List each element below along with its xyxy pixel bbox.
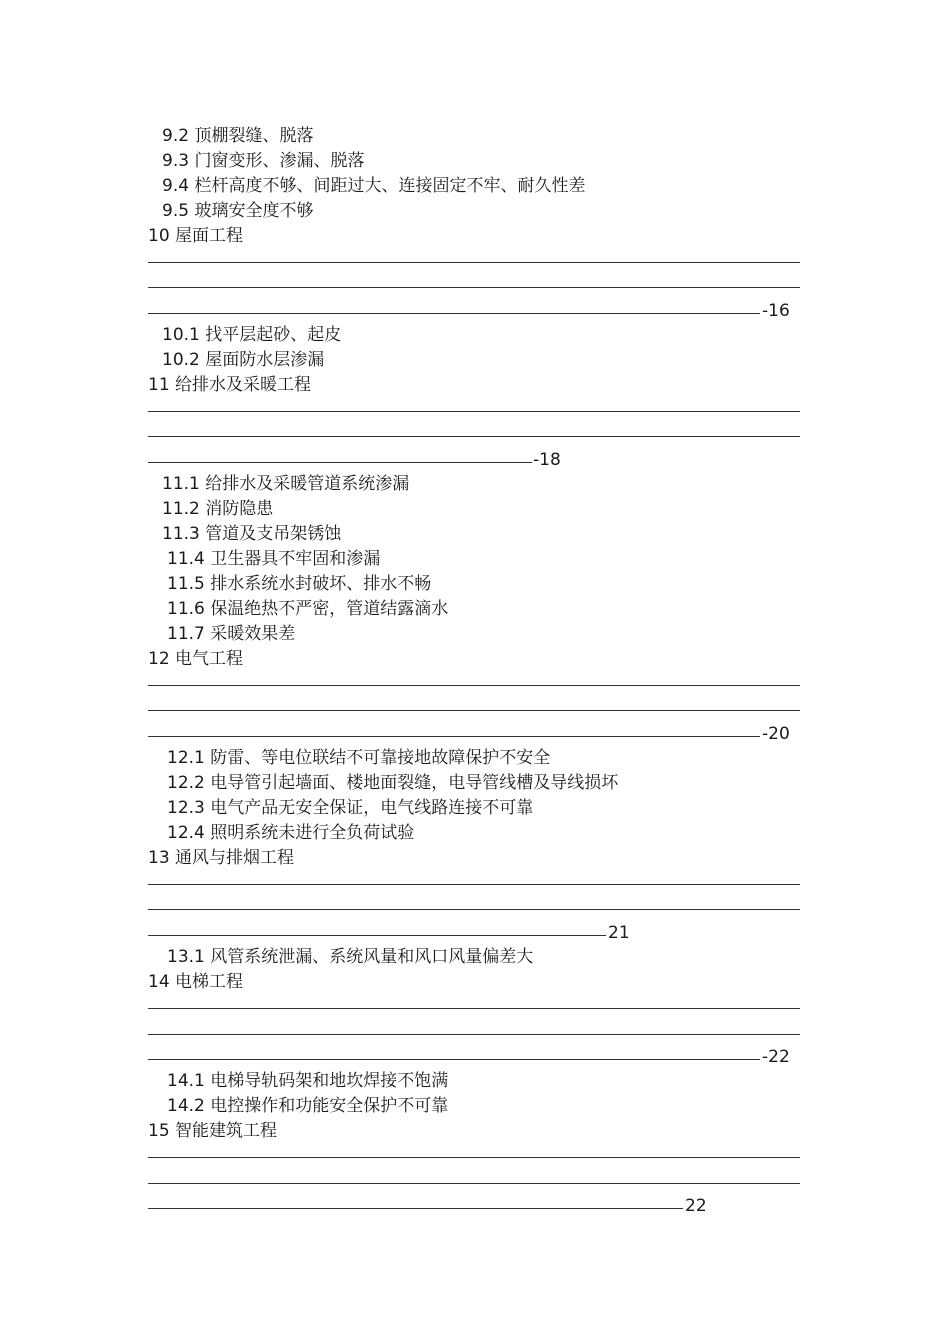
toc-entry-title: 管道及支吊架锈蚀 (205, 524, 342, 544)
toc-entry-title: 防雷、等电位联结不可靠接地故障保护不安全 (210, 748, 551, 768)
leader-line (148, 313, 760, 314)
toc-entry-number: 14.1 (167, 1071, 205, 1091)
toc-entry (162, 199, 313, 224)
toc-section (148, 224, 243, 249)
toc-entry (167, 796, 533, 821)
toc-entry-title: 电控操作和功能安全保护不可靠 (210, 1096, 449, 1116)
toc-entry-title: 卫生器具不牢固和渗漏 (210, 549, 381, 569)
toc-entry-title: 风管系统泄漏、系统风量和风口风量偏差大 (210, 947, 534, 967)
leader-line (148, 909, 800, 910)
toc-entry (162, 174, 585, 199)
toc-entry-number: 12.4 (167, 823, 205, 843)
toc-entry (162, 497, 273, 522)
toc-entry-number: 11.3 (162, 524, 200, 544)
leader-line (148, 287, 800, 288)
toc-entry-title: 照明系统未进行全负荷试验 (210, 823, 415, 843)
page-number: -16 (762, 301, 790, 321)
toc-entry (167, 597, 448, 622)
toc-entry (167, 1069, 448, 1094)
page-number: -22 (762, 1047, 790, 1067)
toc-entry-title: 电梯导轨码架和地坎焊接不饱满 (210, 1071, 449, 1091)
leader-line (148, 1034, 800, 1035)
toc-entry (162, 323, 341, 348)
leader-line (148, 1059, 760, 1060)
toc-entry-number: 11.4 (167, 549, 205, 569)
toc-entry-number: 10.1 (162, 325, 200, 345)
toc-entry-title: 电气产品无安全保证，电气线路连接不可靠 (210, 798, 534, 818)
toc-section (148, 1119, 277, 1144)
toc-section-title: 通风与排烟工程 (175, 848, 295, 868)
toc-entry (162, 149, 364, 174)
toc-entry-title: 采暖效果差 (210, 624, 296, 644)
toc-entry-number: 11.1 (162, 474, 200, 494)
leader-line (148, 436, 800, 437)
toc-section-title: 智能建筑工程 (175, 1121, 278, 1141)
toc-section-title: 电气工程 (175, 649, 244, 669)
toc-entry-number: 11.5 (167, 574, 205, 594)
toc-entry-title: 给排水及采暖管道系统渗漏 (205, 474, 410, 494)
toc-entry (167, 1094, 448, 1119)
toc-entry-title: 屋面防水层渗漏 (205, 350, 325, 370)
leader-line (148, 710, 800, 711)
toc-entry-title: 电导管引起墙面、楼地面裂缝，电导管线槽及导线损坏 (210, 773, 619, 793)
toc-entry-number: 13.1 (167, 947, 205, 967)
toc-entry-number: 12.2 (167, 773, 205, 793)
leader-line (148, 1157, 800, 1158)
page-number: 21 (608, 923, 630, 943)
page-number: -18 (533, 450, 561, 470)
toc-entry-number: 11.2 (162, 499, 200, 519)
toc-entry (167, 945, 533, 970)
toc-section (148, 846, 294, 871)
toc-entry-title: 保温绝热不严密，管道结露滴水 (210, 599, 449, 619)
toc-entry (162, 522, 341, 547)
leader-line (148, 411, 800, 412)
page-number: 22 (685, 1196, 707, 1216)
leader-line (148, 1008, 800, 1009)
toc-entry-title: 门窗变形、渗漏、脱落 (194, 151, 365, 171)
toc-section (148, 373, 311, 398)
toc-entry-number: 12.3 (167, 798, 205, 818)
toc-entry-title: 顶棚裂缝、脱落 (194, 126, 314, 146)
toc-entry-title: 玻璃安全度不够 (194, 201, 314, 221)
leader-line (148, 685, 800, 686)
leader-line (148, 1208, 683, 1209)
toc-entry (167, 746, 550, 771)
toc-entry (162, 472, 409, 497)
toc-entry (167, 622, 295, 647)
toc-entry-number: 10.2 (162, 350, 200, 370)
toc-section-number: 14 (148, 972, 170, 992)
toc-section-number: 10 (148, 226, 170, 246)
toc-entry-title: 排水系统水封破坏、排水不畅 (210, 574, 432, 594)
toc-section-title: 电梯工程 (175, 972, 244, 992)
toc-entry (167, 771, 618, 796)
leader-line (148, 736, 760, 737)
toc-section (148, 647, 243, 672)
leader-line (148, 935, 606, 936)
leader-line (148, 884, 800, 885)
toc-entry (162, 348, 324, 373)
toc-section (148, 970, 243, 995)
toc-entry-title: 栏杆高度不够、间距过大、连接固定不牢、耐久性差 (194, 176, 586, 196)
toc-entry-number: 9.2 (162, 126, 190, 146)
toc-entry-number: 11.7 (167, 624, 205, 644)
toc-entry-title: 消防隐患 (205, 499, 274, 519)
toc-entry-number: 14.2 (167, 1096, 205, 1116)
leader-line (148, 1183, 800, 1184)
toc-entry-number: 9.5 (162, 201, 190, 221)
toc-section-number: 13 (148, 848, 170, 868)
toc-entry (167, 572, 431, 597)
toc-section-title: 屋面工程 (175, 226, 244, 246)
toc-entry-number: 9.4 (162, 176, 190, 196)
toc-section-number: 15 (148, 1121, 170, 1141)
toc-section-number: 11 (148, 375, 170, 395)
toc-entry-number: 9.3 (162, 151, 190, 171)
toc-entry-number: 11.6 (167, 599, 205, 619)
page-number: -20 (762, 724, 790, 744)
toc-entry (167, 821, 414, 846)
toc-section-number: 12 (148, 649, 170, 669)
toc-entry (162, 124, 313, 149)
toc-entry-number: 12.1 (167, 748, 205, 768)
leader-line (148, 462, 532, 463)
toc-entry (167, 547, 380, 572)
leader-line (148, 262, 800, 263)
toc-section-title: 给排水及采暖工程 (175, 375, 312, 395)
toc-entry-title: 找平层起砂、起皮 (205, 325, 342, 345)
